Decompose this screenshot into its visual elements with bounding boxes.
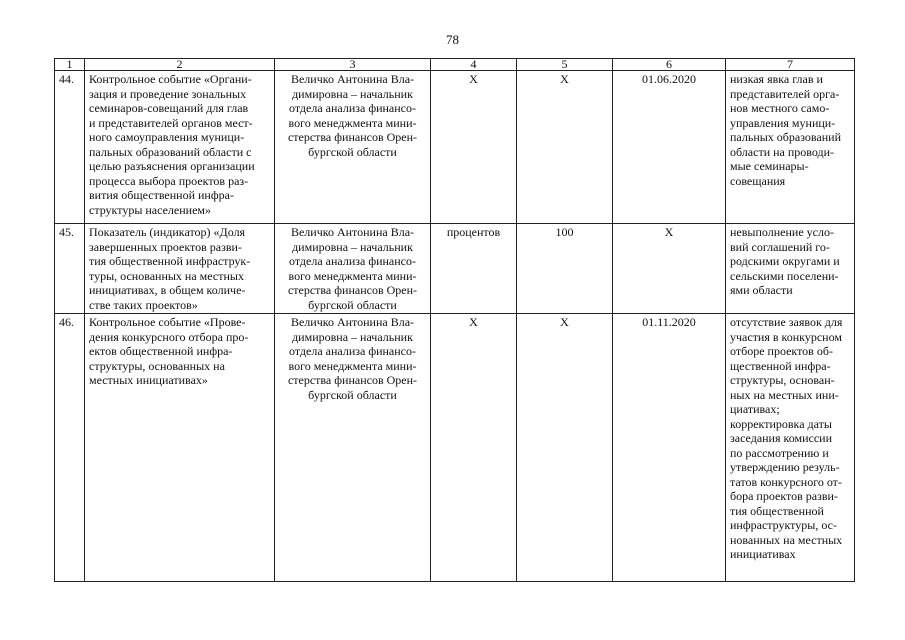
row-number: 46. [55,314,85,582]
table-row [55,224,855,314]
event-cell-line: ектов общественной инфра- [89,344,233,358]
risk-cell-line: щественной инфра- [730,358,831,373]
risk-cell-line: структуры, основан- [730,373,835,387]
risk-cell-line: представителей орга- [730,86,840,101]
column-number: 5 [517,59,613,71]
risk-cell [726,224,855,314]
risk-cell-line: по рассмотрению и [730,445,829,460]
responsible-cell [275,71,431,224]
risk-cell-line: родскими округами и [730,254,840,268]
risk-cell-line: совещания [730,173,786,188]
risk-cell-line: заседания комиссии [730,431,833,445]
event-cell-line: вития общественной инфра- [89,188,234,202]
risk-cell-line: участия в конкурсном [730,329,842,344]
column-number: 7 [726,59,855,71]
risk-cell-line: сельскими поселени- [730,268,839,283]
event-cell-line: местных инициативах» [89,373,208,387]
risk-cell-line: инфраструктуры, ос- [730,518,837,532]
event-cell-line: стве таких проектов» [89,297,198,312]
event-cell-line: пальных образований области с [89,144,252,159]
risk-cell-line: тия общественной [730,503,824,518]
document-table [54,58,855,582]
responsible-cell-line: Величко Антонина Вла- [290,72,415,86]
risk-cell-line: отсутствие заявок для [730,315,843,329]
risk-cell-line: мые семинары- [730,159,809,173]
column-number: 1 [55,59,85,71]
event-cell-line: ного самоуправления муници- [89,130,245,144]
responsible-cell-line: стерства финансов Орен- [287,283,418,297]
risk-cell-line: татов конкурсного от- [730,474,842,489]
risk-cell-line: ных на местных ини- [730,387,839,402]
risk-cell-line: управления муници- [730,115,836,130]
risk-cell [726,314,855,582]
responsible-cell-line: димировна – начальник [292,239,413,254]
event-cell-line: дения конкурсного отбора про- [89,329,249,344]
risk-cell-line: нов местного само- [730,101,830,115]
risk-cell-line: невыполнение усло- [730,225,834,239]
event-cell-line: целью разъяснения организации [89,159,255,173]
risk-cell-line: нованных на местных [730,532,843,547]
event-cell-line: и представителей органов мест- [89,115,253,130]
responsible-cell-line: вого менеджмента мини- [288,358,417,373]
event-cell [85,314,275,582]
risk-cell-line: пальных образований [730,130,841,144]
event-cell-line: процесса выбора проектов раз- [89,173,249,188]
row-number: 45. [55,224,85,314]
responsible-cell-line: бургской области [308,387,397,402]
responsible-cell-line: вого менеджмента мини- [288,115,417,130]
unit-cell: Х [431,314,517,582]
responsible-cell-line: стерства финансов Орен- [287,373,418,387]
risk-cell-line: ями области [730,283,793,297]
risk-cell-line: вий соглашений го- [730,239,830,254]
table-row [55,71,855,224]
column-number: 4 [431,59,517,71]
risk-cell-line: инициативах [730,547,796,561]
risk-cell-line: утверждению резуль- [730,460,840,474]
responsible-cell-line: Величко Антонина Вла- [290,315,415,329]
event-cell-line: тия общественной инфраструк- [89,254,251,268]
risk-cell [726,71,855,224]
event-cell-line: инициативах, в общем количе- [89,283,246,297]
date-cell: Х [613,224,726,314]
responsible-cell-line: отдела анализа финансо- [288,254,417,268]
responsible-cell-line: бургской области [308,297,397,312]
event-cell-line: Показатель (индикатор) «Доля [89,225,246,239]
column-number: 2 [85,59,275,71]
column-number: 6 [613,59,726,71]
page-number: 78 [446,32,459,47]
row-number: 44. [55,71,85,224]
column-number: 3 [275,59,431,71]
value-cell: Х [517,314,613,582]
risk-cell-line: корректировка даты [730,416,832,431]
responsible-cell-line: Величко Антонина Вла- [290,225,415,239]
event-cell-line: семинаров-совещаний для глав [89,101,249,115]
value-cell: Х [517,71,613,224]
event-cell-line: завершенных проектов разви- [89,239,242,254]
responsible-cell-line: бургской области [308,144,397,159]
value-cell: 100 [517,224,613,314]
event-cell [85,224,275,314]
responsible-cell-line: стерства финансов Орен- [287,130,418,144]
responsible-cell [275,314,431,582]
event-cell-line: зация и проведение зональных [89,86,247,101]
responsible-cell-line: вого менеджмента мини- [288,268,417,283]
event-cell-line: Контрольное событие «Органи- [89,72,252,86]
column-number-row [55,59,855,71]
responsible-cell-line: отдела анализа финансо- [288,101,417,115]
risk-cell-line: циативах; [730,402,780,416]
responsible-cell-line: димировна – начальник [292,329,413,344]
responsible-cell-line: димировна – начальник [292,86,413,101]
event-cell [85,71,275,224]
event-cell-line: структуры населением» [89,202,212,217]
risk-cell-line: отборе проектов об- [730,344,833,358]
event-cell-line: Контрольное событие «Прове- [89,315,246,329]
unit-cell: процентов [431,224,517,314]
table-row [55,314,855,582]
risk-cell-line: бора проектов разви- [730,489,838,503]
event-cell-line: туры, основанных на местных [89,268,244,283]
risk-cell-line: области на проводи- [730,144,835,159]
risk-cell-line: низкая явка глав и [730,72,823,86]
responsible-cell [275,224,431,314]
event-cell-line: структуры, основанных на [89,358,225,373]
unit-cell: Х [431,71,517,224]
responsible-cell-line: отдела анализа финансо- [288,344,417,358]
date-cell: 01.06.2020 [613,71,726,224]
date-cell: 01.11.2020 [613,314,726,582]
